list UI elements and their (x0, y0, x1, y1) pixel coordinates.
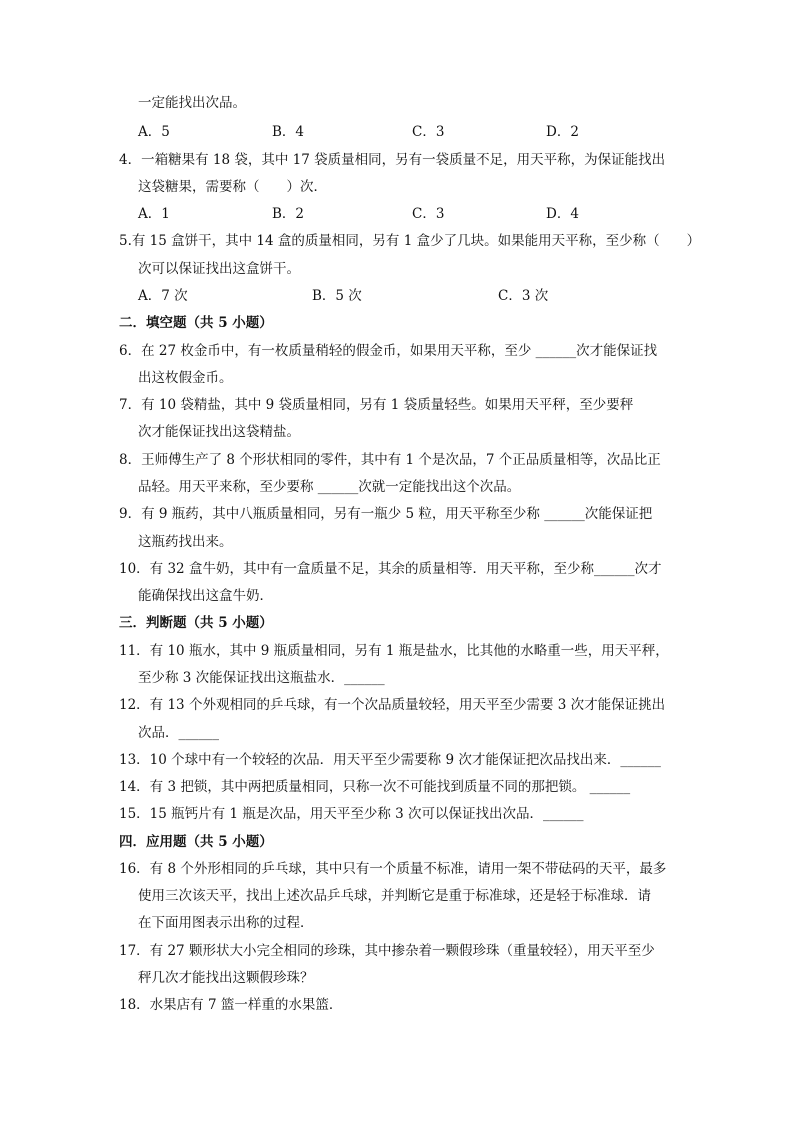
q17-line-2: 秤几次才能找出这颗假珍珠？ (138, 970, 314, 986)
q9-line-1: 9．有 9 瓶药，其中八瓶质量相同，另有一瓶少 5 粒，用天平称至少称 ______次能保证把 (119, 506, 653, 522)
q3-option-b: B．4 (272, 124, 305, 140)
q4-option-a: A．1 (138, 206, 170, 222)
q8-line-1: 8．王师傅生产了 8 个形状相同的零件，其中有 1 个是次品，7 个正品质量相等，次品比正 (119, 452, 661, 468)
q10-line-2: 能确保找出这盒牛奶． (138, 588, 273, 604)
q3-option-c: C．3 (412, 124, 445, 140)
q4-line-2: 这袋糖果，需要称（ ）次． (138, 179, 327, 195)
q5-option-c: C．3 次 (498, 288, 549, 304)
q3-line-2: 一定能找出次品。 (138, 95, 246, 111)
q5-option-a: A．7 次 (138, 288, 188, 304)
q6-line-2: 出这枚假金币。 (138, 370, 233, 386)
q4-line-1: 4．一箱糖果有 18 袋，其中 17 袋质量相同，另有一袋质量不足，用天平称，为保证能找出 (119, 152, 666, 168)
q12-line-2: 次品．______ (138, 725, 219, 741)
q12-line-1: 12．有 13 个外观相同的乒乓球，有一个次品质量较轻，用天平至少需要 3 次才能保证挑出 (119, 697, 666, 713)
q16-line-3: 在下面用图表示出称的过程． (138, 915, 314, 931)
q15-line-1: 15．15 瓶钙片有 1 瓶是次品，用天平至少称 3 次可以保证找出次品．______ (119, 806, 584, 822)
q18-line-1: 18．水果店有 7 篮一样重的水果篮． (119, 997, 343, 1013)
q11-line-2: 至少称 3 次能保证找出这瓶盐水．______ (138, 670, 385, 686)
q7-line-2: 次才能保证找出这袋精盐。 (138, 424, 300, 440)
q8-line-2: 品轻。用天平来称，至少要称 ______次就一定能找出这个次品。 (138, 479, 521, 495)
q10-line-1: 10．有 32 盒牛奶，其中有一盒质量不足，其余的质量相等．用天平称，至少称______次才 (119, 561, 662, 577)
q3-option-a: A．5 (138, 124, 170, 140)
q7-line-1: 7．有 10 袋精盐，其中 9 袋质量相同，另有 1 袋质量轻些。如果用天平秤，至少要秤 (119, 397, 634, 413)
q9-line-2: 这瓶药找出来。 (138, 534, 233, 550)
q14-line-1: 14．有 3 把锁，其中两把质量相同，只称一次不可能找到质量不同的那把锁。 ______ (119, 779, 631, 795)
section-judge-heading: 三．判断题（共 5 小题） (119, 615, 273, 631)
q5-option-b: B．5 次 (312, 288, 362, 304)
q17-line-1: 17．有 27 颗形状大小完全相同的珍珠，其中掺杂着一颗假珍珠（重量较轻），用天平至少 (119, 943, 655, 959)
q16-line-1: 16．有 8 个外形相同的乒乓球，其中只有一个质量不标准，请用一架不带砝码的天平，最多 (119, 861, 667, 877)
q6-line-1: 6．在 27 枚金币中，有一枚质量稍轻的假金币，如果用天平称，至少 ______次才能保证找 (119, 343, 658, 359)
q4-option-c: C．3 (412, 206, 445, 222)
section-apply-heading: 四．应用题（共 5 小题） (119, 834, 273, 850)
section-fill-heading: 二．填空题（共 5 小题） (119, 315, 273, 331)
q4-option-d: D．4 (546, 206, 579, 222)
q3-option-d: D．2 (546, 124, 579, 140)
q11-line-1: 11．有 10 瓶水，其中 9 瓶质量相同，另有 1 瓶是盐水，比其他的水略重一些，用天平秤， (119, 643, 669, 659)
q13-line-1: 13．10 个球中有一个较轻的次品．用天平至少需要称 9 次才能保证把次品找出来．______ (119, 752, 661, 768)
q4-option-b: B．2 (272, 206, 305, 222)
q5-line-1: 5.有 15 盒饼干，其中 14 盒的质量相同，另有 1 盒少了几块。如果能用天平称，至少称（ ） (119, 233, 701, 249)
q5-line-2: 次可以保证找出这盒饼干。 (138, 261, 300, 277)
q16-line-2: 使用三次该天平，找出上述次品乒乓球，并判断它是重于标准球，还是轻于标准球．请 (138, 888, 651, 904)
